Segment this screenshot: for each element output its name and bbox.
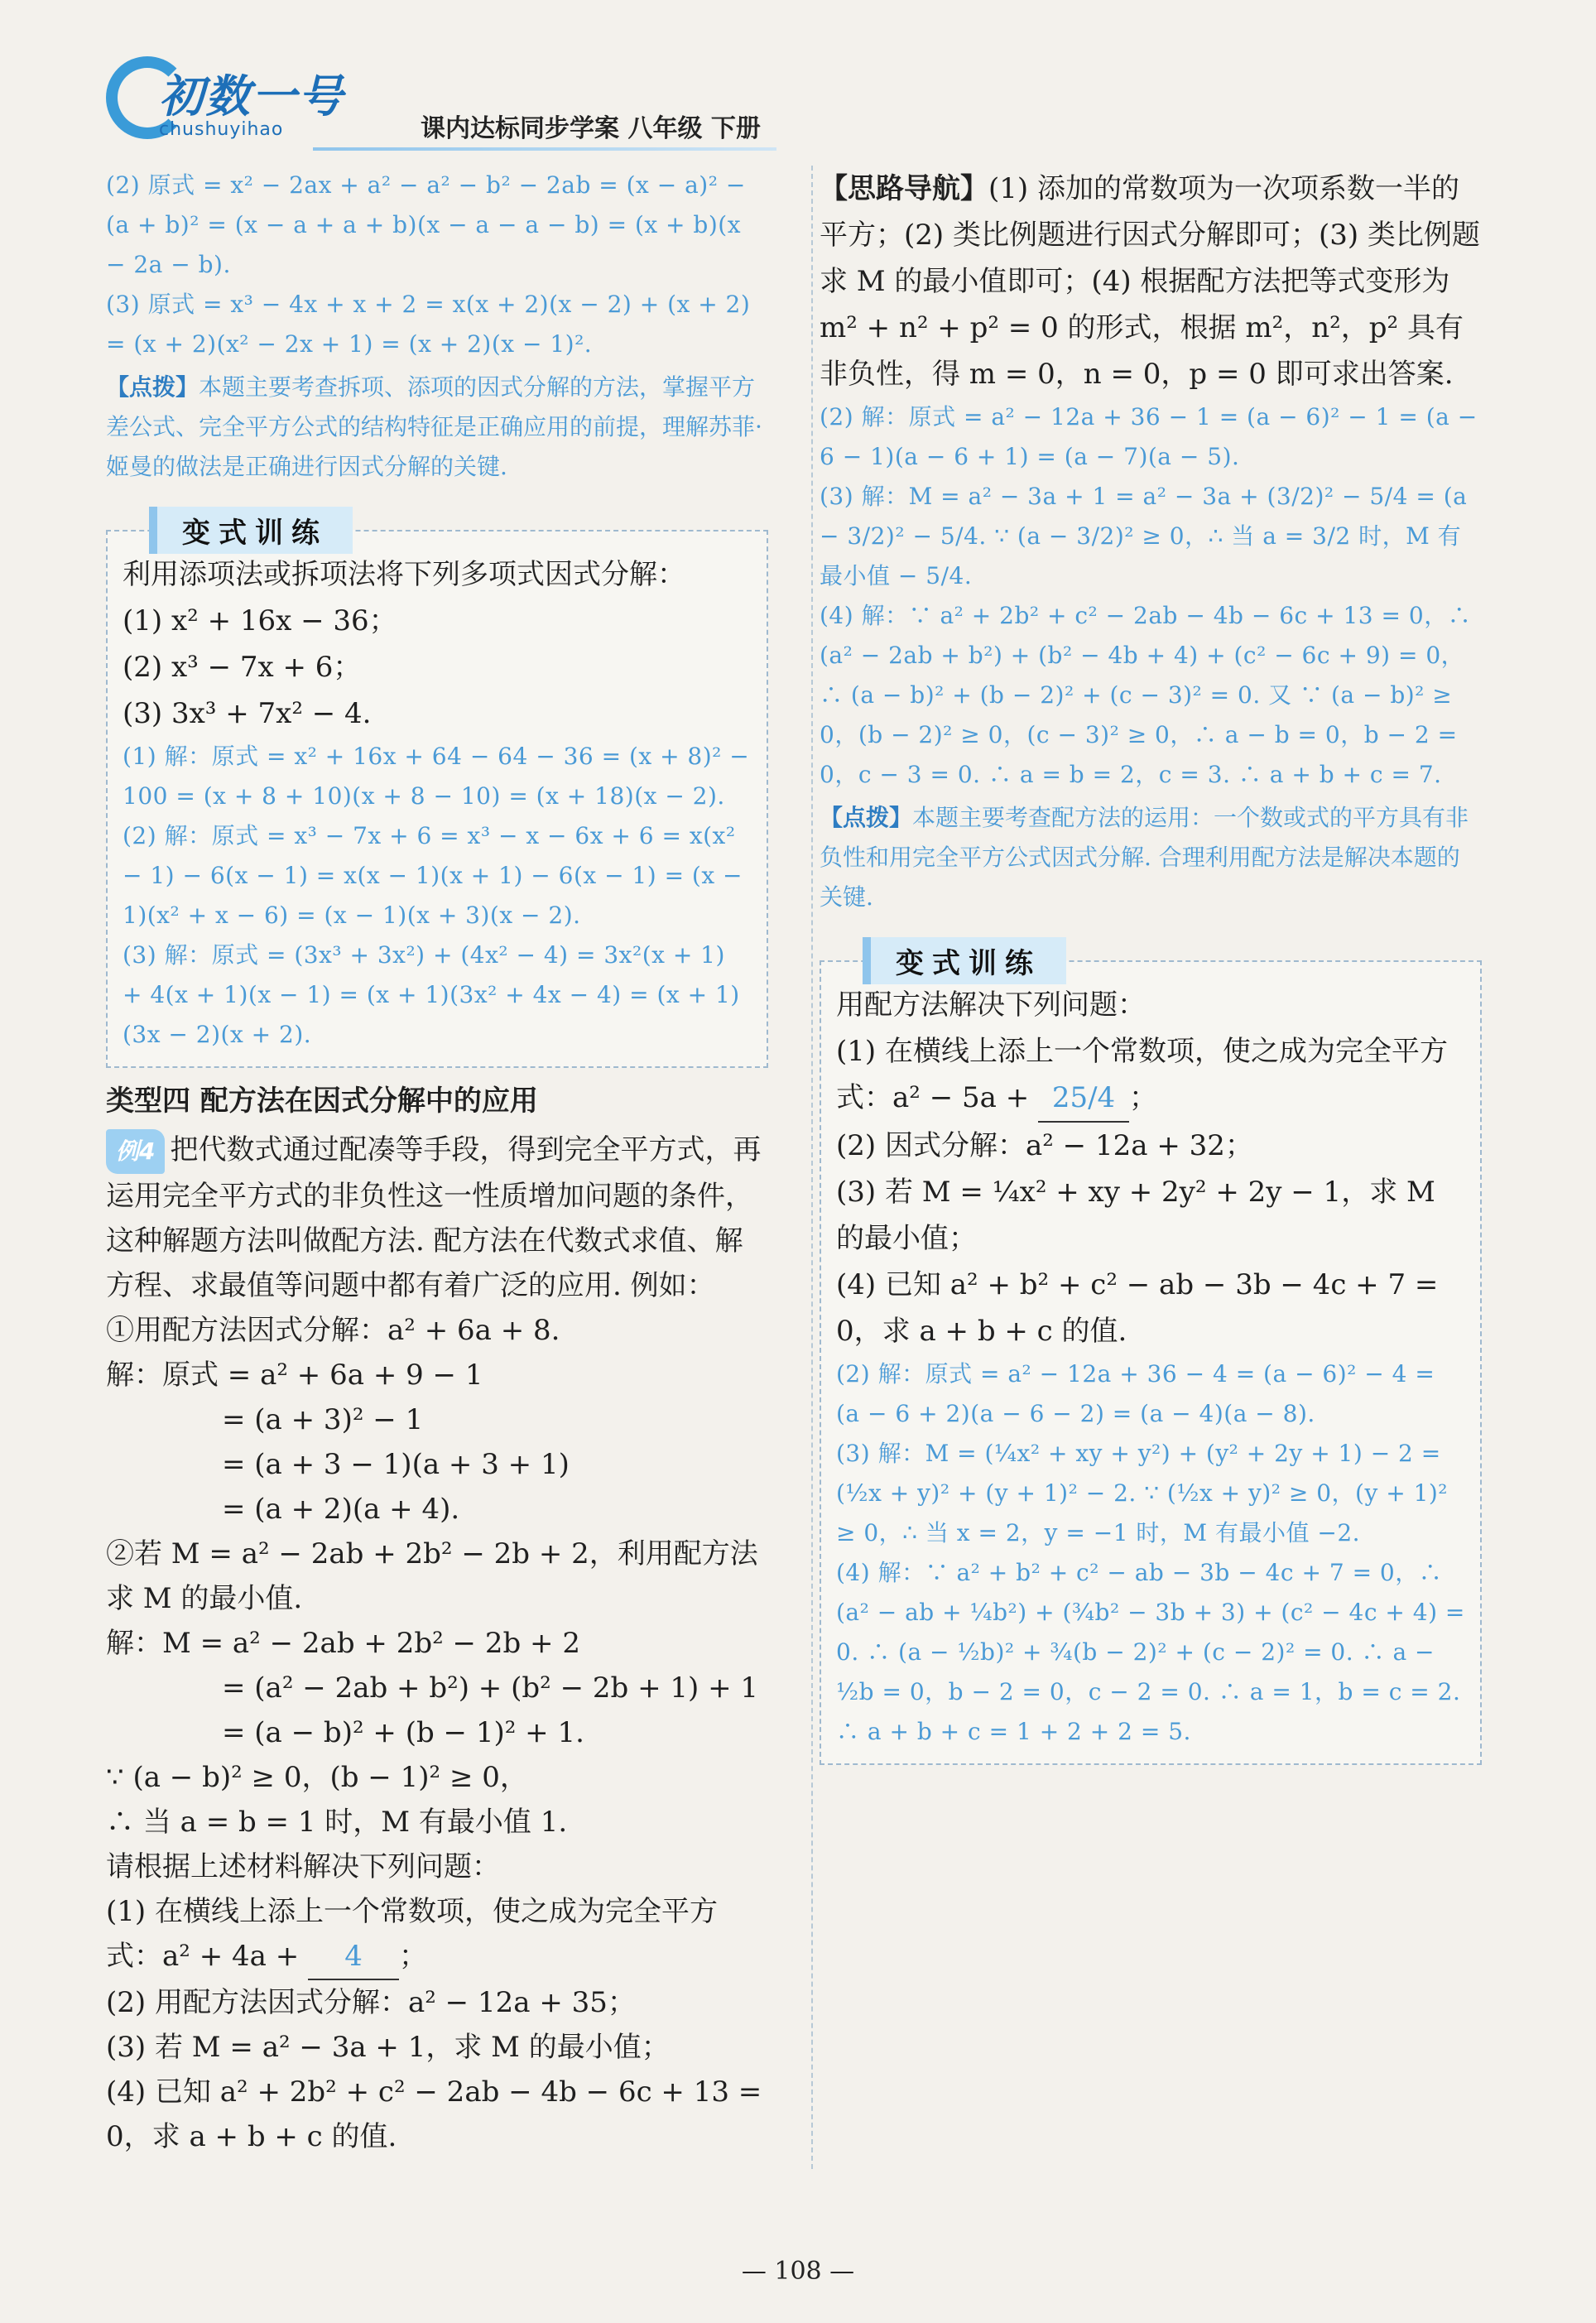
training2-question-4: (4) 已知 a² + b² + c² − ab − 3b − 4c + 7 = 0，求 a + b + c 的值. xyxy=(836,1268,1439,1348)
training-answer-2: (2) 解：原式 = x³ − 7x + 6 = x³ − x − 6x + 6 = x(x² − 1) − 6(x − 1) = x(x − 1)(x + 1) − 6(x − 1) = (x − 1)(x² + x − 6) = (x − 1)(x + 3)(x − 2). xyxy=(123,822,743,929)
example-1-step-1: 解：原式 = a² + 6a + 9 − 1 xyxy=(106,1359,483,1392)
tip-text: 本题主要考查拆项、添项的因式分解的方法，掌握平方差公式、完全平方公式的结构特征是正确应用的前提，理解苏菲·姬曼的做法是正确进行因式分解的关键. xyxy=(106,373,762,480)
problem-3: (3) 若 M = a² − 3a + 1，求 M 的最小值； xyxy=(106,2031,670,2064)
problem-1: (1) 在横线上添上一个常数项，使之成为完全平方式：a² + 4a + 4 ； xyxy=(106,1889,768,1980)
ask-text: 请根据上述材料解决下列问题： xyxy=(106,1850,500,1883)
training-question-3: (3) 3x³ + 7x² − 4. xyxy=(123,697,372,730)
example-1-step-2: = (a + 3)² − 1 xyxy=(222,1403,424,1436)
variant-training-box-2 xyxy=(820,947,1482,1765)
example-2-step-3: = (a − b)² + (b − 1)² + 1. xyxy=(222,1716,584,1749)
training2-answer-4: (4) 解：∵ a² + b² + c² − ab − 3b − 4c + 7 = 0，∴ (a² − ab + ¼b²) + (¾b² − 3b + 3) + (c² − 4c + 4) = 0. ∴ (a − ½b)² + ¾(b − 2)² + (c − 2)² = 0. ∴ a − ½b = 0，b − 2 = 0，c − 2 = 0. ∴ a = 1，b = c = 2. ∴ a + b + c = 1 + 2 + 2 = 5. xyxy=(836,1559,1465,1745)
problem-2: (2) 用配方法因式分解：a² − 12a + 35； xyxy=(106,1986,636,2019)
training2-question-2: (2) 因式分解：a² − 12a + 32； xyxy=(836,1129,1253,1162)
right-tip-text: 本题主要考查配方法的运用：一个数或式的平方具有非负性和用完全平方公式因式分解. 合理利用配方法是解决本题的关键. xyxy=(820,804,1469,911)
page-header xyxy=(106,50,768,157)
example-1-step-4: = (a + 2)(a + 4). xyxy=(222,1493,460,1526)
guide-text: (1) 添加的常数项为一次项系数一半的平方；(2) 类比例题进行因式分解即可；(3) 类比例题求 M 的最小值即可；(4) 根据配方法把等式变形为 m² + n² + p² = 0 的形式，根据 m²，n²，p² 具有非负性，得 m = 0，n = 0，p = 0 即可求出答案. xyxy=(820,172,1480,391)
example-item-1: ①用配方法因式分解：a² + 6a + 8. xyxy=(106,1314,560,1347)
training2-prompt: 用配方法解决下列问题： xyxy=(836,988,1146,1022)
guide-label: 【思路导航】 xyxy=(820,172,988,205)
brand-name: 初数一号 xyxy=(159,70,344,123)
tip-label: 【点拨】 xyxy=(106,373,200,401)
training2-answer-2: (2) 解：原式 = a² − 12a + 36 − 4 = (a − 6)² − 4 = (a − 6 + 2)(a − 6 − 2) = (a − 4)(a − 8). xyxy=(836,1360,1435,1427)
example-item-2: ②若 M = a² − 2ab + 2b² − 2b + 2，利用配方法求 M 的最小值. xyxy=(106,1537,758,1615)
page-number: — 108 — xyxy=(741,2257,855,2286)
answer-blank-value: 4 xyxy=(344,1940,363,1973)
training2-question-1-text: (1) 在横线上添上一个常数项，使之成为完全平方式：a² − 5a + xyxy=(836,1035,1448,1114)
example-1-step-3: = (a + 3 − 1)(a + 3 + 1) xyxy=(222,1448,570,1481)
variant-training-box-1 xyxy=(106,517,768,1068)
training2-question-1: (1) 在横线上添上一个常数项，使之成为完全平方式：a² − 5a + 25/4 ； xyxy=(836,1028,1465,1123)
example-2-step-1: 解：M = a² − 2ab + 2b² − 2b + 2 xyxy=(106,1627,580,1660)
training-title-2: 变式训练 xyxy=(863,937,1066,984)
training2-answer-3: (3) 解：M = (¼x² + xy + y²) + (y² + 2y + 1) − 2 = (½x + y)² + (y + 1)² − 2. ∵ (½x + y)² ≥ 0，(y + 1)² ≥ 0，∴ 当 x = 2，y = −1 时，M 有最小值 −2. xyxy=(836,1440,1449,1546)
answer-blank xyxy=(308,1934,399,1980)
training-question-2: (2) x³ − 7x + 6； xyxy=(123,651,362,684)
right-answer-3: (3) 解：M = a² − 3a + 1 = a² − 3a + (3/2)² − 5/4 = (a − 3/2)² − 5/4. ∵ (a − 3/2)² ≥ 0，∴ 当 a = 3/2 时，M 有最小值 − 5/4. xyxy=(820,483,1468,589)
right-tip-paragraph xyxy=(820,798,1482,917)
training-answer-1: (1) 解：原式 = x² + 16x + 64 − 64 − 36 = (x + 8)² − 100 = (x + 8 + 10)(x + 8 − 10) = (x + 18)(x − 2). xyxy=(123,743,750,810)
column-divider xyxy=(811,166,815,2169)
solution-2: (2) 原式 = x² − 2ax + a² − a² − b² − 2ab = (x − a)² − (a + b)² = (x − a + a + b)(x − a − a − b) = (x + b)(x − 2a − b). xyxy=(106,171,746,278)
training-title: 变式训练 xyxy=(149,507,353,554)
example-4 xyxy=(106,1128,768,1308)
right-answer-2: (2) 解：原式 = a² − 12a + 36 − 1 = (a − 6)² − 1 = (a − 6 − 1)(a − 6 + 1) = (a − 7)(a − 5). xyxy=(820,403,1478,470)
header-divider xyxy=(313,147,776,151)
left-column xyxy=(106,166,768,2159)
training2-answer-blank-value: 25/4 xyxy=(1051,1081,1116,1114)
example-2-step-5: ∴ 当 a = b = 1 时，M 有最小值 1. xyxy=(106,1806,568,1839)
training-question-1: (1) x² + 16x − 36； xyxy=(123,604,397,637)
right-column xyxy=(820,166,1482,1765)
right-answer-4: (4) 解：∵ a² + 2b² + c² − 2ab − 4b − 6c + 13 = 0，∴ (a² − 2ab + b²) + (b² − 4b + 4) + (c² − 6c + 9) = 0，∴ (a − b)² + (b − 2)² + (c − 3)² = 0. 又 ∵ (a − b)² ≥ 0，(b − 2)² ≥ 0，(c − 3)² ≥ 0，∴ a − b = 0，b − 2 = 0，c − 3 = 0. ∴ a = b = 2，c = 3. ∴ a + b + c = 7. xyxy=(820,602,1472,788)
training-answer-3: (3) 解：原式 = (3x³ + 3x²) + (4x² − 4) = 3x²(x + 1) + 4(x + 1)(x − 1) = (x + 1)(3x² + 4x − 4) = (x + 1)(3x − 2)(x + 2). xyxy=(123,941,740,1048)
example-text: 把代数式通过配凑等手段，得到完全平方式，再运用完全平方式的非负性这一性质增加问题的条件，这种解题方法叫做配方法. 配方法在代数式求值、解方程、求最值等问题中都有着广泛的应用. 例如： xyxy=(106,1133,762,1302)
tip-paragraph xyxy=(106,368,768,487)
series-title: 课内达标同步学案 八年级 下册 xyxy=(421,114,761,143)
training2-answer-blank xyxy=(1038,1075,1129,1123)
training-prompt: 利用添项法或拆项法将下列多项式因式分解： xyxy=(123,558,685,591)
section-title-type4: 类型四 配方法在因式分解中的应用 xyxy=(106,1085,538,1118)
example-2-step-4: ∵ (a − b)² ≥ 0，(b − 1)² ≥ 0， xyxy=(106,1761,528,1794)
example-2-step-2: = (a² − 2ab + b²) + (b² − 2b + 1) + 1 xyxy=(222,1671,758,1705)
example-badge: 例4 xyxy=(106,1129,165,1174)
guide-paragraph xyxy=(820,166,1482,397)
brand-pinyin: chushuyihao xyxy=(159,119,284,140)
problem-1-text: (1) 在横线上添上一个常数项，使之成为完全平方式：a² + 4a + xyxy=(106,1895,718,1973)
solution-3: (3) 原式 = x³ − 4x + x + 2 = x(x + 2)(x − 2) + (x + 2) = (x + 2)(x² − 2x + 1) = (x + 2)(x − 1)². xyxy=(106,291,751,358)
problem-4: (4) 已知 a² + 2b² + c² − 2ab − 4b − 6c + 13 = 0，求 a + b + c 的值. xyxy=(106,2075,762,2153)
training2-question-3: (3) 若 M = ¼x² + xy + 2y² + 2y − 1，求 M 的最小值； xyxy=(836,1176,1435,1255)
right-tip-label: 【点拨】 xyxy=(820,804,913,831)
